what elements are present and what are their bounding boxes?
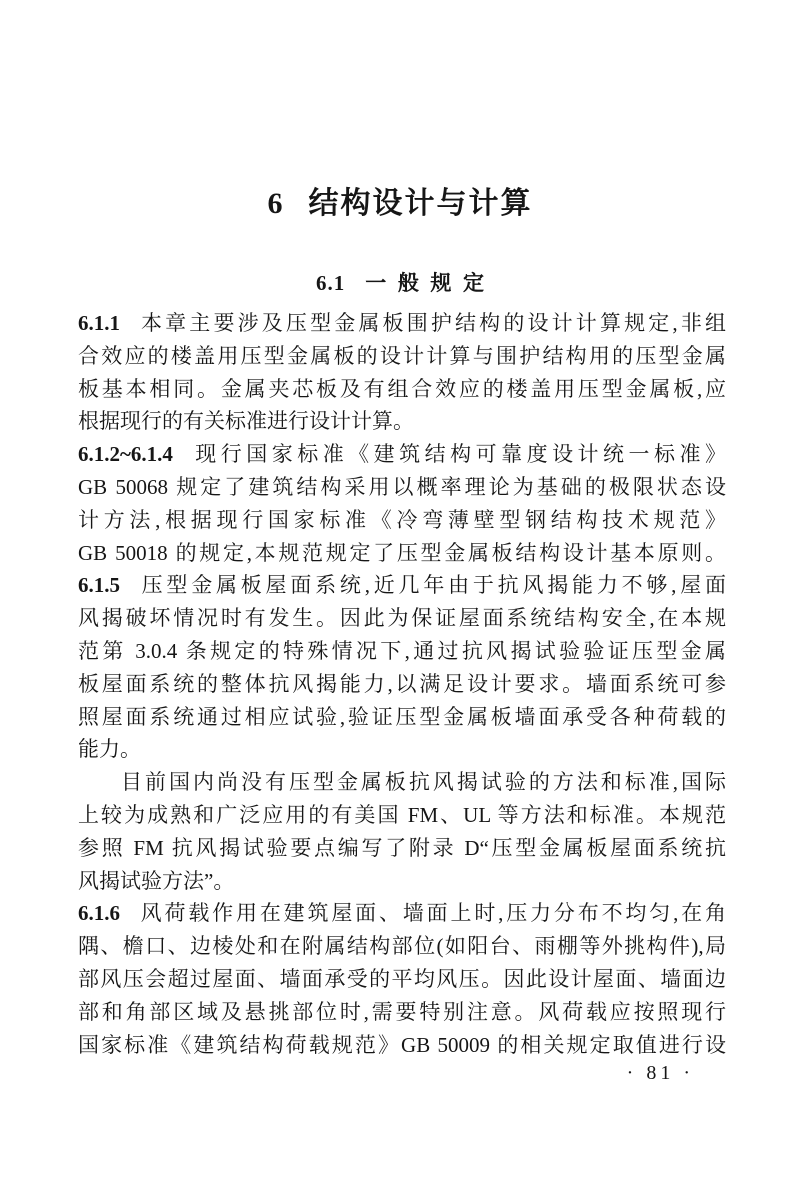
chapter-title (0, 178, 800, 222)
section-title-text: 一般规定 (365, 271, 496, 295)
body-line: 根据现行的有关标准进行设计计算。 (78, 409, 414, 434)
body-line: 参照 FM 抗风揭试验要点编写了附录 D“压型金属板屋面系统抗 (78, 835, 726, 860)
body-line-text: 压型金属板屋面系统,近几年由于抗风揭能力不够,屋面 (137, 573, 726, 598)
clause-label: 6.1.5 (78, 573, 120, 598)
body-line: 目前国内尚没有压型金属板抗风揭试验的方法和标准,国际 (121, 770, 726, 795)
body-line: 风揭试验方法”。 (78, 868, 235, 893)
body-line-text: 现行国家标准《建筑结构可靠度设计统一标准》 (190, 442, 726, 467)
page-number: · 81 · (626, 1062, 694, 1084)
body-line-text: 本章主要涉及压型金属板围护结构的设计计算规定,非组 (137, 311, 726, 335)
body-text (78, 307, 726, 1061)
body-line: 照屋面系统通过相应试验,验证压型金属板墙面承受各种荷载的 (78, 704, 726, 729)
body-line: 板基本相同。金属夹芯板及有组合效应的楼盖用压型金属板,应 (78, 376, 726, 401)
body-line: 部和角部区域及悬挑部位时,需要特别注意。风荷载应按照现行 (78, 999, 726, 1024)
section-heading (0, 267, 800, 297)
body-line: 板屋面系统的整体抗风揭能力,以满足设计要求。墙面系统可参 (78, 671, 726, 696)
body-line: GB 50018 的规定,本规范规定了压型金属板结构设计基本原则。 (78, 540, 726, 565)
section-number: 6.1 (316, 271, 346, 295)
paragraph-6-1-2-to-6-1-4 (78, 438, 726, 569)
body-line-text: 风荷载作用在建筑屋面、墙面上时,压力分布不均匀,在角 (137, 901, 726, 926)
paragraph-6-1-1 (78, 307, 726, 438)
clause-label: 6.1.2~6.1.4 (78, 442, 173, 467)
body-line: 部风压会超过屋面、墙面承受的平均风压。因此设计屋面、墙面边 (78, 966, 726, 991)
body-line (78, 307, 726, 340)
body-line (78, 897, 726, 930)
paragraph-6-1-5 (78, 569, 726, 766)
clause-label: 6.1.6 (78, 901, 120, 926)
body-line: 能力。 (78, 737, 141, 762)
paragraph-commentary (78, 766, 726, 897)
chapter-title-text: 结构设计与计算 (308, 187, 533, 220)
body-line (78, 569, 726, 602)
body-line: 合效应的楼盖用压型金属板的设计计算与围护结构用的压型金属 (78, 343, 726, 368)
body-line: 计方法,根据现行国家标准《冷弯薄壁型钢结构技术规范》 (78, 507, 726, 532)
body-line: 国家标准《建筑结构荷载规范》GB 50009 的相关规定取值进行设 (78, 1032, 726, 1057)
body-line: 范第 3.0.4 条规定的特殊情况下,通过抗风揭试验验证压型金属 (78, 638, 726, 663)
body-line: 风揭破坏情况时有发生。因此为保证屋面系统结构安全,在本规 (78, 606, 726, 631)
body-line: GB 50068 规定了建筑结构采用以概率理论为基础的极限状态设 (78, 474, 726, 499)
paragraph-6-1-6 (78, 897, 726, 1061)
body-line: 上较为成熟和广泛应用的有美国 FM、UL 等方法和标准。本规范 (78, 802, 726, 827)
body-line: 隅、檐口、边棱处和在附属结构部位(如阳台、雨棚等外挑构件),局 (78, 934, 726, 959)
body-line (78, 438, 726, 471)
clause-label: 6.1.1 (78, 311, 120, 335)
chapter-number: 6 (267, 187, 283, 220)
